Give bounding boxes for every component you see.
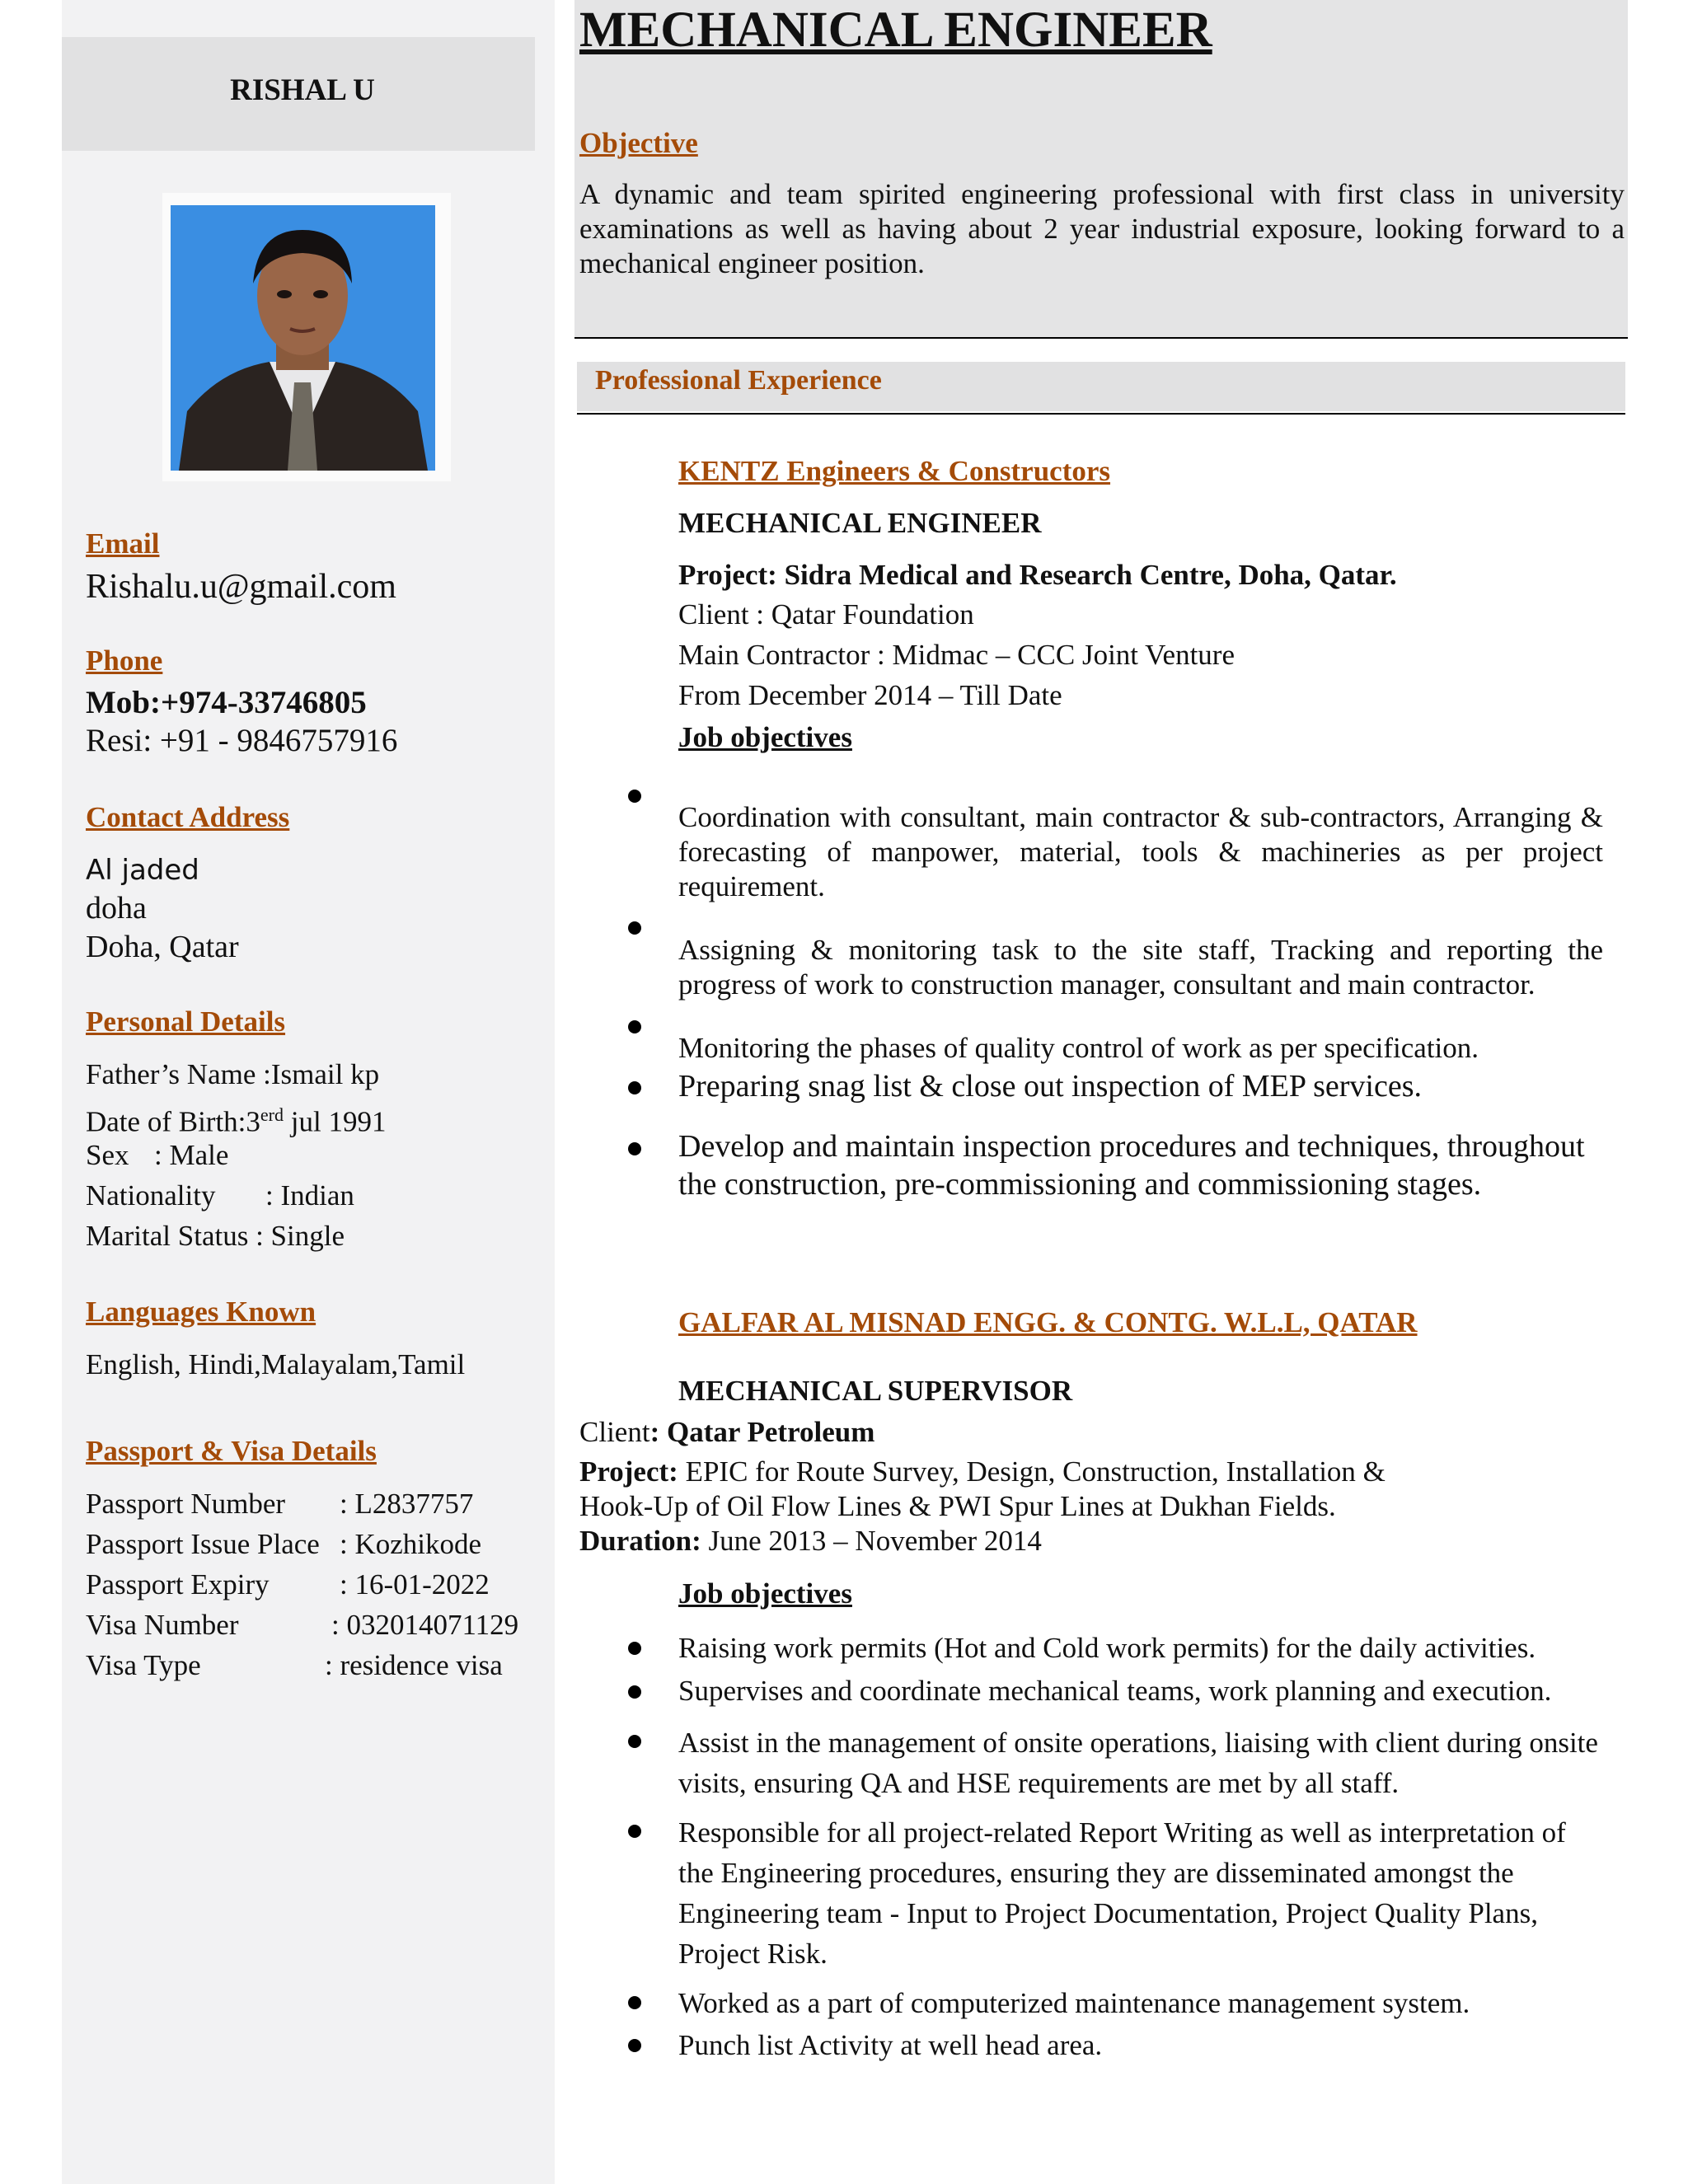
objective-text: A dynamic and team spirited engineering professional with first class in university examinations as well as having about 2 year industrial exposure, looking forward to a mechanical engineer position.: [579, 178, 1625, 279]
job2-duration: [579, 1524, 1042, 1558]
dob-superscript: erd: [260, 1104, 284, 1125]
job1-bullet-3: Monitoring the phases of quality control of work as per specification.: [678, 1032, 1479, 1064]
email-value[interactable]: Rishalu.u@gmail.com: [86, 568, 396, 606]
personal-details-heading: Personal Details: [86, 1005, 286, 1038]
email-heading: Email: [86, 527, 160, 560]
job2-bullet-2: Supervises and coordinate mechanical teams, work planning and execution.: [678, 1675, 1552, 1707]
job2-bullet-6: Punch list Activity at well head area.: [678, 2029, 1103, 2061]
job2-bullet-3: Assist in the management of onsite operations, liaising with client during onsite visits, ensuring QA and HSE requirements are met by all staff.: [678, 1727, 1598, 1799]
job2-project-value: EPIC for Route Survey, Design, Construction, Installation & Hook-Up of Oil Flow Lines & PWI Spur Lines at Dukhan Fields.: [579, 1455, 1386, 1522]
passport-expiry-label: Passport Expiry: [86, 1568, 270, 1601]
languages-value: English, Hindi,Malayalam,Tamil: [86, 1348, 466, 1380]
dob-suffix: jul 1991: [284, 1105, 387, 1138]
sex-value: : Male: [154, 1139, 229, 1171]
job1-period: From December 2014 – Till Date: [678, 679, 1062, 711]
visa-number-value: : 032014071129: [331, 1609, 519, 1641]
experience-divider: [577, 413, 1625, 415]
job2-objectives-heading: Job objectives: [678, 1577, 852, 1610]
passport-issue-label: Passport Issue Place: [86, 1528, 320, 1560]
job1-bullet-2: Assigning & monitoring task to the site staff, Tracking and reporting the progress of work to construction manager, consultant and main contractor.: [678, 934, 1603, 1001]
job2-bullet-1: Raising work permits (Hot and Cold work permits) for the daily activities.: [678, 1632, 1536, 1664]
address-line-2: doha: [86, 891, 147, 926]
job1-bullet-1: Coordination with consultant, main contractor & sub-contractors, Arranging & forecasting of manpower, material, tools & machineries as per project requirement.: [678, 801, 1603, 902]
bullet-icon: [628, 1685, 641, 1699]
bullet-icon: [628, 1020, 641, 1033]
candidate-name: RISHAL U: [230, 73, 375, 107]
passport-expiry-value: : 16-01-2022: [340, 1568, 490, 1601]
job2-client-value: : Qatar Petroleum: [649, 1416, 875, 1448]
visa-type-value: : residence visa: [325, 1649, 503, 1681]
dob-prefix: Date of Birth:3: [86, 1105, 260, 1138]
bullet-icon: [628, 2039, 641, 2052]
bullet-icon: [628, 1996, 641, 2009]
job2-company: GALFAR AL MISNAD ENGG. & CONTG. W.L.L, QATAR: [678, 1306, 1418, 1338]
job2-client: [579, 1415, 874, 1450]
job1-bullet-4: Preparing snag list & close out inspection of MEP services.: [678, 1069, 1422, 1104]
job1-objectives-heading: Job objectives: [678, 721, 852, 753]
address-line-3: Doha, Qatar: [86, 930, 239, 964]
visa-number-label: Visa Number: [86, 1609, 239, 1641]
fathers-name: Father’s Name :Ismail kp: [86, 1058, 380, 1090]
nationality-label: Nationality: [86, 1179, 216, 1212]
job2-bullet-5: Worked as a part of computerized maintenance management system.: [678, 1987, 1470, 2019]
mobile-number: [86, 684, 367, 721]
profile-photo: [171, 205, 435, 471]
experience-heading: Professional Experience: [595, 365, 882, 396]
nationality-value: : Indian: [265, 1179, 354, 1212]
job1-project: Project: Sidra Medical and Research Centre, Doha, Qatar.: [678, 559, 1397, 591]
bullet-icon: [628, 1142, 641, 1155]
bullet-icon: [628, 790, 641, 803]
bullet-icon: [628, 1825, 641, 1838]
job2-role: MECHANICAL SUPERVISOR: [678, 1375, 1073, 1407]
passport-number-label: Passport Number: [86, 1488, 286, 1520]
date-of-birth: [86, 1095, 386, 1142]
passport-visa-heading: Passport & Visa Details: [86, 1435, 377, 1467]
residence-number: Resi: +91 - 9846757916: [86, 723, 398, 758]
job2-bullet-4: Responsible for all project-related Report Writing as well as interpretation of the Engineering procedures, ensuring they are disseminated amongst the Engineering team - Input to Project Documentation, Project Quality Plans, Project Risk.: [678, 1816, 1566, 1970]
header-divider: [574, 337, 1628, 339]
contact-address-heading: Contact Address: [86, 801, 290, 833]
sex-label: Sex: [86, 1139, 129, 1171]
phone-heading: Phone: [86, 644, 163, 677]
job-title: MECHANICAL ENGINEER: [579, 2, 1212, 58]
bullet-icon: [628, 1642, 641, 1655]
bullet-icon: [628, 1081, 641, 1094]
address-line-1: Al jaded: [86, 854, 199, 887]
bullet-icon: [628, 921, 641, 935]
job1-bullet-5: Develop and maintain inspection procedures and techniques, throughout the construction, pre-commissioning and commissioning stages.: [678, 1129, 1585, 1202]
job1-role: MECHANICAL ENGINEER: [678, 507, 1042, 539]
passport-number-value: : L2837757: [340, 1488, 474, 1520]
job1-client: Client : Qatar Foundation: [678, 598, 974, 630]
languages-heading: Languages Known: [86, 1296, 316, 1328]
mobile-label: Mob:: [86, 685, 161, 720]
job2-duration-label: Duration:: [579, 1525, 701, 1557]
passport-issue-value: : Kozhikode: [340, 1528, 482, 1560]
job2-duration-value: June 2013 – November 2014: [701, 1525, 1042, 1557]
job1-main-contractor: Main Contractor : Midmac – CCC Joint Venture: [678, 639, 1235, 671]
mobile-value[interactable]: +974-33746805: [161, 685, 367, 720]
marital-status: Marital Status : Single: [86, 1220, 345, 1252]
objective-heading: Objective: [579, 127, 698, 159]
visa-type-label: Visa Type: [86, 1649, 201, 1681]
job2-project: [579, 1455, 1437, 1524]
job2-client-label: Client: [579, 1416, 650, 1448]
bullet-icon: [628, 1735, 641, 1748]
job2-project-label: Project:: [579, 1455, 678, 1488]
job1-company: KENTZ Engineers & Constructors: [678, 455, 1111, 487]
